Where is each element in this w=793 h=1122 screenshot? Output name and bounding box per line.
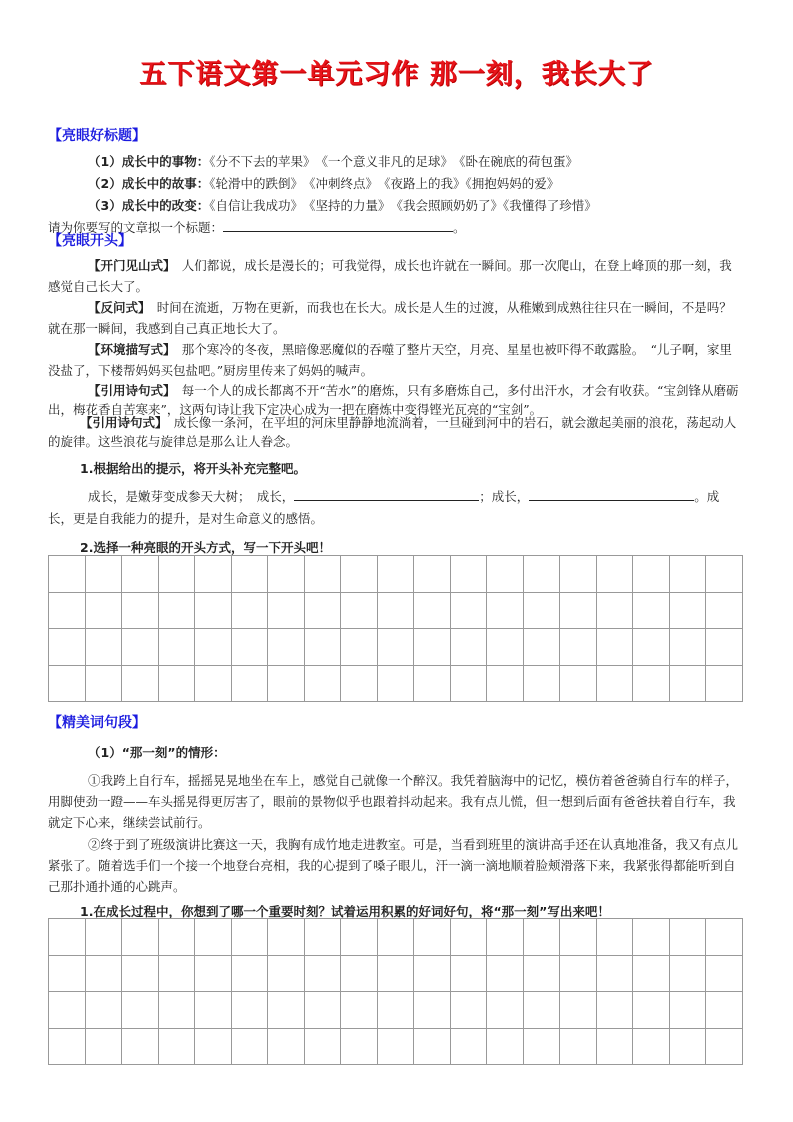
grid-cell[interactable] bbox=[597, 593, 634, 630]
grid-cell[interactable] bbox=[414, 919, 451, 956]
grid-cell[interactable] bbox=[706, 956, 743, 993]
grid-cell[interactable] bbox=[378, 593, 415, 630]
grid-cell[interactable] bbox=[524, 919, 561, 956]
grid-cell[interactable] bbox=[670, 956, 707, 993]
grid-cell[interactable] bbox=[414, 556, 451, 593]
fill-in-opening bbox=[48, 486, 744, 530]
title-blank[interactable] bbox=[223, 218, 453, 232]
grid-cell[interactable] bbox=[341, 1029, 378, 1066]
grid-cell[interactable] bbox=[524, 593, 561, 630]
prompt-text: 请为你要写的文章拟一个标题： bbox=[48, 220, 224, 235]
question-3: 1.在成长过程中，你想到了哪一个重要时刻？试着运用积累的好词好句，将“那一刻”写出来吧！ bbox=[80, 904, 610, 919]
grid-cell[interactable] bbox=[378, 666, 415, 703]
opening-example-5 bbox=[48, 413, 744, 451]
item-text: 时间在流逝，万物在更新，而我也在长大。成长是人生的过渡，从稚嫩到成熟往往只在一瞬间，不是吗？就在那一瞬间，我感到自己真正地长大了。 bbox=[48, 300, 732, 336]
item-label: 【引用诗句式】 bbox=[80, 415, 162, 430]
grid-cell[interactable] bbox=[122, 556, 159, 593]
grid-cell[interactable] bbox=[305, 992, 342, 1029]
grid-cell[interactable] bbox=[597, 1029, 634, 1066]
grid-cell[interactable] bbox=[49, 629, 86, 666]
grid-cell[interactable] bbox=[487, 556, 524, 593]
grid-cell[interactable] bbox=[159, 629, 196, 666]
grid-cell[interactable] bbox=[706, 556, 743, 593]
grid-cell[interactable] bbox=[232, 919, 269, 956]
grid-cell[interactable] bbox=[232, 666, 269, 703]
grid-cell[interactable] bbox=[268, 1029, 305, 1066]
question-2: 2.选择一种亮眼的开头方式，写一下开头吧！ bbox=[80, 540, 331, 555]
grid-cell[interactable] bbox=[378, 556, 415, 593]
grid-cell[interactable] bbox=[341, 593, 378, 630]
grid-cell[interactable] bbox=[159, 1029, 196, 1066]
grid-cell[interactable] bbox=[524, 992, 561, 1029]
grid-cell[interactable] bbox=[414, 629, 451, 666]
grid-cell[interactable] bbox=[524, 1029, 561, 1066]
grid-cell[interactable] bbox=[268, 919, 305, 956]
grid-cell[interactable] bbox=[86, 666, 123, 703]
item-text: 《自信让我成功》 《坚持的力量》 《我会照顾奶奶了》《我懂得了珍惜》 bbox=[209, 198, 597, 213]
grid-cell[interactable] bbox=[86, 992, 123, 1029]
grid-cell[interactable] bbox=[487, 666, 524, 703]
title-example-3 bbox=[88, 196, 597, 214]
grid-cell[interactable] bbox=[451, 919, 488, 956]
grid-cell[interactable] bbox=[341, 556, 378, 593]
grid-cell[interactable] bbox=[670, 1029, 707, 1066]
grid-cell[interactable] bbox=[633, 1029, 670, 1066]
grid-cell[interactable] bbox=[305, 1029, 342, 1066]
fill-text: 成长，是嫩芽变成参天大树； 成长， bbox=[88, 489, 295, 504]
grid-cell[interactable] bbox=[195, 593, 232, 630]
section-heading-titles: 【亮眼好标题】 bbox=[48, 128, 146, 144]
grid-cell[interactable] bbox=[49, 556, 86, 593]
grid-cell[interactable] bbox=[159, 593, 196, 630]
grid-cell[interactable] bbox=[49, 992, 86, 1029]
grid-cell[interactable] bbox=[122, 593, 159, 630]
grid-cell[interactable] bbox=[341, 992, 378, 1029]
grid-cell[interactable] bbox=[86, 593, 123, 630]
grid-cell[interactable] bbox=[706, 1029, 743, 1066]
item-label: 【环境描写式】 bbox=[88, 342, 170, 357]
grid-cell[interactable] bbox=[597, 919, 634, 956]
grid-cell[interactable] bbox=[122, 1029, 159, 1066]
grid-cell[interactable] bbox=[706, 666, 743, 703]
prompt-end: 。 bbox=[453, 220, 466, 235]
grid-cell[interactable] bbox=[305, 593, 342, 630]
grid-cell[interactable] bbox=[195, 956, 232, 993]
grid-cell[interactable] bbox=[524, 556, 561, 593]
grid-cell[interactable] bbox=[633, 919, 670, 956]
question-1: 1.根据给出的提示，将开头补充完整吧。 bbox=[80, 461, 306, 476]
grid-cell[interactable] bbox=[232, 956, 269, 993]
passage-1: ①我跨上自行车，摇摇晃晃地坐在车上，感觉自己就像一个醉汉。我凭着脑海中的记忆，模仿着爸爸骑自行车的样子，用脚使劲一蹬——车头摇晃得更厉害了，眼前的景物似乎也跟着抖动起来。我有点儿慌，但一想到后面有爸爸扶着自行车，我就定下心来，继续尝试前行。 bbox=[48, 773, 739, 830]
grid-cell[interactable] bbox=[341, 666, 378, 703]
section-heading-openings: 【亮眼开头】 bbox=[48, 233, 132, 249]
item-text: 《分不下去的苹果》 《一个意义非凡的足球》 《卧在碗底的荷包蛋》 bbox=[209, 154, 578, 169]
opening-example-3 bbox=[48, 339, 744, 381]
grid-cell[interactable] bbox=[122, 629, 159, 666]
grid-cell[interactable] bbox=[597, 629, 634, 666]
grid-cell[interactable] bbox=[195, 666, 232, 703]
item-label: 【开门见山式】 bbox=[88, 258, 170, 273]
grid-cell[interactable] bbox=[414, 666, 451, 703]
grid-cell[interactable] bbox=[560, 593, 597, 630]
grid-cell[interactable] bbox=[268, 956, 305, 993]
grid-cell[interactable] bbox=[341, 919, 378, 956]
grid-cell[interactable] bbox=[524, 956, 561, 993]
grid-cell[interactable] bbox=[305, 556, 342, 593]
grid-cell[interactable] bbox=[122, 956, 159, 993]
grid-cell[interactable] bbox=[597, 992, 634, 1029]
grid-cell[interactable] bbox=[560, 556, 597, 593]
fill-blank-1[interactable] bbox=[294, 487, 479, 501]
grid-cell[interactable] bbox=[305, 919, 342, 956]
grid-cell[interactable] bbox=[487, 956, 524, 993]
item-label: 【引用诗句式】 bbox=[88, 383, 170, 398]
grid-cell[interactable] bbox=[122, 666, 159, 703]
grid-cell[interactable] bbox=[49, 1029, 86, 1066]
grid-cell[interactable] bbox=[670, 666, 707, 703]
grid-cell[interactable] bbox=[305, 666, 342, 703]
grid-cell[interactable] bbox=[159, 556, 196, 593]
grid-cell[interactable] bbox=[560, 666, 597, 703]
item-text: 人们都说，成长是漫长的；可我觉得，成长也许就在一瞬间。那一次爬山，在登上峰顶的那一刻，我感觉自己长大了。 bbox=[48, 258, 732, 294]
grid-cell[interactable] bbox=[268, 666, 305, 703]
grid-cell[interactable] bbox=[159, 666, 196, 703]
grid-cell[interactable] bbox=[232, 593, 269, 630]
grid-cell[interactable] bbox=[670, 919, 707, 956]
grid-cell[interactable] bbox=[633, 992, 670, 1029]
grid-cell[interactable] bbox=[670, 556, 707, 593]
grid-cell[interactable] bbox=[706, 992, 743, 1029]
grid-cell[interactable] bbox=[49, 593, 86, 630]
grid-cell[interactable] bbox=[414, 1029, 451, 1066]
grid-cell[interactable] bbox=[232, 992, 269, 1029]
grid-cell[interactable] bbox=[706, 919, 743, 956]
item-text: 每一个人的成长都离不开“苦水”的磨炼，只有多磨炼自己，多付出汗水，才会有收获。“宝剑锋从磨砺出，梅花香自苦寒来”，这两句诗让我下定决心成为一把在磨炼中变得铿光瓦亮的“宝剑”。 bbox=[48, 383, 739, 417]
grid-cell[interactable] bbox=[560, 992, 597, 1029]
grid-cell[interactable] bbox=[268, 593, 305, 630]
grid-cell[interactable] bbox=[341, 629, 378, 666]
grid-cell[interactable] bbox=[49, 956, 86, 993]
grid-cell[interactable] bbox=[232, 629, 269, 666]
grid-cell[interactable] bbox=[670, 629, 707, 666]
fill-text: 。成长，更是自我能力的提升，是对生命意义的感悟。 bbox=[48, 489, 720, 526]
grid-cell[interactable] bbox=[268, 992, 305, 1029]
item-text: 那个寒冷的冬夜，黑暗像恶魔似的吞噬了整片天空，月亮、星星也被吓得不敢露脸。 “儿子啊，家里没盐了，下楼帮妈妈买包盐吧。”厨房里传来了妈妈的喊声。 bbox=[48, 342, 732, 378]
grid-cell[interactable] bbox=[706, 593, 743, 630]
grid-cell[interactable] bbox=[560, 919, 597, 956]
grid-cell[interactable] bbox=[451, 666, 488, 703]
grid-cell[interactable] bbox=[414, 956, 451, 993]
passage-subheading: （1）“那一刻”的情形： bbox=[88, 745, 226, 760]
grid-cell[interactable] bbox=[232, 1029, 269, 1066]
grid-cell[interactable] bbox=[378, 992, 415, 1029]
grid-cell[interactable] bbox=[159, 956, 196, 993]
grid-cell[interactable] bbox=[633, 593, 670, 630]
grid-cell[interactable] bbox=[633, 556, 670, 593]
grid-cell[interactable] bbox=[597, 666, 634, 703]
grid-cell[interactable] bbox=[451, 1029, 488, 1066]
grid-cell[interactable] bbox=[159, 919, 196, 956]
grid-cell[interactable] bbox=[414, 992, 451, 1029]
grid-cell[interactable] bbox=[670, 992, 707, 1029]
grid-cell[interactable] bbox=[86, 1029, 123, 1066]
grid-cell[interactable] bbox=[378, 1029, 415, 1066]
item-label: （1）成长中的事物： bbox=[88, 154, 210, 169]
grid-cell[interactable] bbox=[86, 556, 123, 593]
grid-cell[interactable] bbox=[195, 629, 232, 666]
grid-cell[interactable] bbox=[122, 919, 159, 956]
section-heading-passages: 【精美词句段】 bbox=[48, 715, 146, 731]
grid-cell[interactable] bbox=[487, 992, 524, 1029]
grid-cell[interactable] bbox=[633, 666, 670, 703]
writing-grid-opening[interactable] bbox=[48, 555, 743, 702]
grid-cell[interactable] bbox=[195, 1029, 232, 1066]
page-title: 五下语文第一单元习作 那一刻，我长大了 bbox=[139, 59, 654, 90]
grid-cell[interactable] bbox=[451, 629, 488, 666]
grid-cell[interactable] bbox=[341, 956, 378, 993]
passage-2: ②终于到了班级演讲比赛这一天，我胸有成竹地走进教室。可是，当看到班里的演讲高手还在认真地准备，我又有点儿紧张了。随着选手们一个接一个地登台亮相，我的心提到了嗓子眼儿，汗一滴一滴地顺着脸颊滑落下来，我紧张得都能听到自己那扑通扑通的心跳声。 bbox=[48, 837, 739, 894]
grid-cell[interactable] bbox=[232, 556, 269, 593]
grid-cell[interactable] bbox=[49, 919, 86, 956]
grid-cell[interactable] bbox=[487, 919, 524, 956]
grid-cell[interactable] bbox=[195, 919, 232, 956]
item-label: （3）成长中的改变： bbox=[88, 198, 210, 213]
fill-blank-2[interactable] bbox=[529, 487, 694, 501]
grid-cell[interactable] bbox=[633, 629, 670, 666]
item-text: 成长像一条河，在平坦的河床里静静地流淌着，一旦碰到河中的岩石，就会激起美丽的浪花，荡起动人的旋律。这些浪花与旋律总是那么让人眷念。 bbox=[48, 415, 737, 449]
grid-cell[interactable] bbox=[597, 956, 634, 993]
grid-cell[interactable] bbox=[487, 629, 524, 666]
grid-cell[interactable] bbox=[706, 629, 743, 666]
grid-cell[interactable] bbox=[49, 666, 86, 703]
grid-cell[interactable] bbox=[305, 629, 342, 666]
item-label: （2）成长中的故事： bbox=[88, 176, 210, 191]
grid-cell[interactable] bbox=[560, 956, 597, 993]
grid-cell[interactable] bbox=[560, 1029, 597, 1066]
grid-cell[interactable] bbox=[268, 556, 305, 593]
grid-cell[interactable] bbox=[487, 593, 524, 630]
grid-cell[interactable] bbox=[524, 629, 561, 666]
grid-cell[interactable] bbox=[451, 956, 488, 993]
grid-cell[interactable] bbox=[378, 919, 415, 956]
grid-cell[interactable] bbox=[86, 956, 123, 993]
grid-cell[interactable] bbox=[305, 956, 342, 993]
grid-cell[interactable] bbox=[159, 992, 196, 1029]
grid-cell[interactable] bbox=[524, 666, 561, 703]
grid-cell[interactable] bbox=[414, 593, 451, 630]
grid-cell[interactable] bbox=[86, 919, 123, 956]
grid-cell[interactable] bbox=[378, 956, 415, 993]
grid-cell[interactable] bbox=[86, 629, 123, 666]
grid-cell[interactable] bbox=[451, 992, 488, 1029]
grid-cell[interactable] bbox=[378, 629, 415, 666]
grid-cell[interactable] bbox=[670, 593, 707, 630]
grid-cell[interactable] bbox=[195, 556, 232, 593]
item-text: 《轮滑中的跌倒》 《冲刺终点》 《夜路上的我》《拥抱妈妈的爱》 bbox=[209, 176, 560, 191]
opening-example-2 bbox=[48, 297, 744, 339]
grid-cell[interactable] bbox=[122, 992, 159, 1029]
opening-example-1 bbox=[48, 255, 744, 297]
grid-cell[interactable] bbox=[560, 629, 597, 666]
grid-cell[interactable] bbox=[195, 992, 232, 1029]
title-example-2 bbox=[88, 174, 559, 192]
grid-cell[interactable] bbox=[597, 556, 634, 593]
grid-cell[interactable] bbox=[633, 956, 670, 993]
title-example-1 bbox=[88, 152, 578, 170]
grid-cell[interactable] bbox=[451, 593, 488, 630]
grid-cell[interactable] bbox=[268, 629, 305, 666]
grid-cell[interactable] bbox=[487, 1029, 524, 1066]
grid-cell[interactable] bbox=[451, 556, 488, 593]
item-label: 【反问式】 bbox=[88, 300, 145, 315]
writing-grid-moment[interactable] bbox=[48, 918, 743, 1065]
fill-text: ；成长， bbox=[479, 489, 530, 504]
